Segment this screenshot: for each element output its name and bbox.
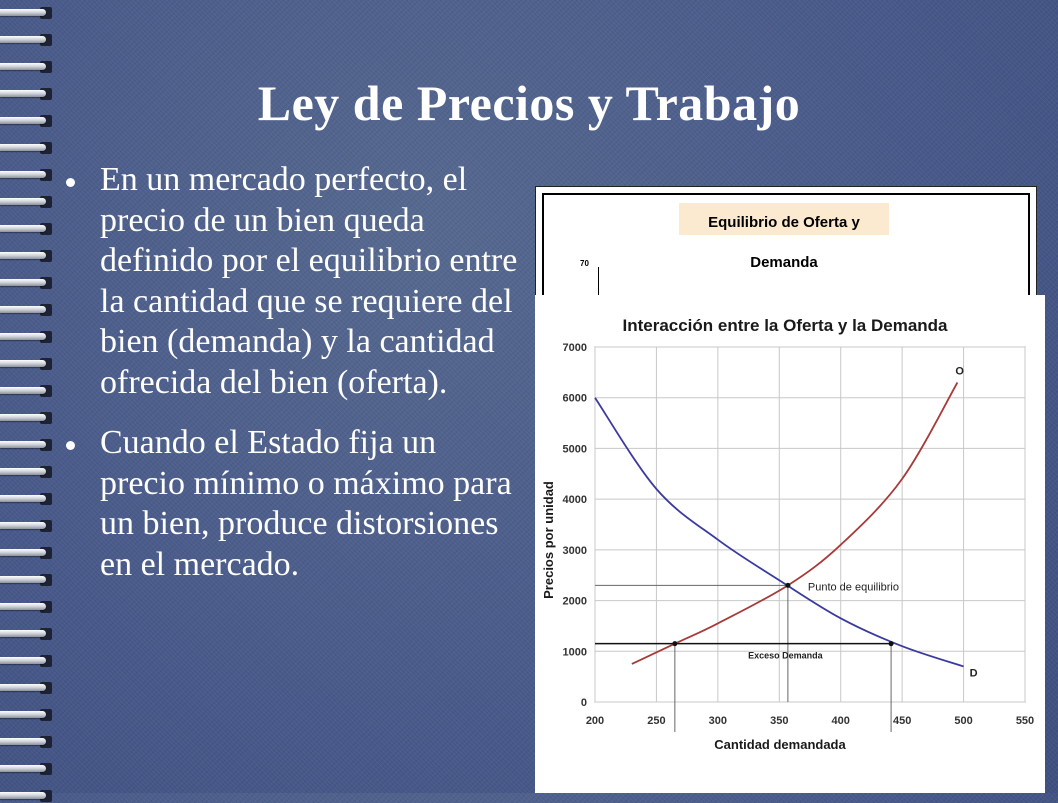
ring-wire <box>0 630 46 637</box>
y-tick-label: 4000 <box>562 494 587 507</box>
spiral-ring <box>0 762 54 776</box>
ring-wire <box>0 468 46 475</box>
chart-point <box>889 641 894 646</box>
ring-wire <box>0 603 46 610</box>
bullet-list <box>64 160 524 605</box>
x-tick-label: 200 <box>585 715 605 727</box>
spiral-ring <box>0 141 54 155</box>
spiral-ring <box>0 681 54 695</box>
bullet-item-2 <box>64 423 524 585</box>
spiral-ring <box>0 60 54 74</box>
supply-demand-chart <box>535 295 1045 793</box>
background-chart-axis <box>598 267 599 297</box>
spiral-ring <box>0 384 54 398</box>
series-label-D: D <box>969 667 978 680</box>
x-tick-label: 500 <box>954 715 973 727</box>
y-tick-label: 3000 <box>562 544 587 557</box>
ring-wire <box>0 279 46 286</box>
ring-wire <box>0 198 46 205</box>
spiral-ring <box>0 276 54 290</box>
spiral-ring <box>0 519 54 533</box>
x-tick-label: 250 <box>647 715 666 727</box>
bullet-item-1 <box>64 160 524 403</box>
bullet-text-1: En un mercado perfecto, el precio de un bien queda definido por el equilibrio entre la cantidad que se requiere del bien (demanda) y la cantidad ofrecida del bien (oferta). <box>100 161 518 401</box>
bullet-text-2: Cuando el Estado fija un precio mínimo o máximo para un bien, produce distorsiones en el mercado. <box>100 424 512 583</box>
x-tick-label: 300 <box>708 715 728 727</box>
bullet-dot-icon <box>66 441 75 450</box>
spiral-ring <box>0 330 54 344</box>
spiral-ring <box>0 465 54 479</box>
spiral-ring <box>0 303 54 317</box>
ring-wire <box>0 441 46 448</box>
spiral-ring <box>0 33 54 47</box>
chart-svg <box>535 295 1045 793</box>
y-tick-label: 2000 <box>562 595 587 608</box>
spiral-ring <box>0 789 54 803</box>
spiral-ring <box>0 357 54 371</box>
series-label-O: O <box>955 365 964 378</box>
annotation-shortage: Exceso Demanda <box>748 650 823 661</box>
spiral-ring <box>0 195 54 209</box>
spiral-ring <box>0 708 54 722</box>
ring-wire <box>0 9 46 16</box>
chart-point <box>672 641 677 646</box>
spiral-ring <box>0 168 54 182</box>
ring-wire <box>0 387 46 394</box>
chart-title: Interacción entre la Oferta y la Demanda <box>622 316 948 335</box>
ring-wire <box>0 225 46 232</box>
spiral-ring <box>0 6 54 20</box>
ring-wire <box>0 657 46 664</box>
background-chart-title: Equilibrio de Oferta y Demanda <box>679 203 889 235</box>
ring-wire <box>0 549 46 556</box>
x-tick-label: 550 <box>1015 715 1035 727</box>
y-tick-label: 6000 <box>562 392 587 405</box>
spiral-ring <box>0 627 54 641</box>
spiral-ring <box>0 249 54 263</box>
ring-wire <box>0 36 46 43</box>
spiral-ring <box>0 600 54 614</box>
ring-wire <box>0 63 46 70</box>
ring-wire <box>0 306 46 313</box>
ring-wire <box>0 360 46 367</box>
ring-wire <box>0 765 46 772</box>
ring-wire <box>0 414 46 421</box>
ring-wire <box>0 684 46 691</box>
ring-wire <box>0 171 46 178</box>
spiral-ring <box>0 573 54 587</box>
y-tick-label: 0 <box>580 697 587 709</box>
spiral-ring <box>0 222 54 236</box>
spiral-ring <box>0 735 54 749</box>
annotation-equilibrium: Punto de equilibrio <box>807 581 900 594</box>
ring-wire <box>0 576 46 583</box>
ring-wire <box>0 792 46 799</box>
x-tick-label: 400 <box>831 715 850 727</box>
plot-area <box>595 347 1025 702</box>
x-axis-label: Cantidad demandada <box>714 737 846 752</box>
x-tick-label: 350 <box>770 715 789 727</box>
ring-wire <box>0 144 46 151</box>
spiral-ring <box>0 411 54 425</box>
y-tick-label: 7000 <box>562 342 587 354</box>
y-tick-label: 1000 <box>562 646 587 659</box>
ring-wire <box>0 333 46 340</box>
ring-wire <box>0 738 46 745</box>
spiral-ring <box>0 654 54 668</box>
ring-wire <box>0 495 46 502</box>
slide-title: Ley de Precios y Trabajo <box>257 75 801 131</box>
y-axis-label: Precios por unidad <box>541 481 556 599</box>
spiral-ring <box>0 492 54 506</box>
spiral-ring <box>0 438 54 452</box>
background-chart-tick: 70 <box>580 259 589 268</box>
chart-point <box>785 583 790 588</box>
spiral-ring <box>0 546 54 560</box>
x-tick-label: 450 <box>892 715 912 727</box>
ring-wire <box>0 711 46 718</box>
y-tick-label: 5000 <box>562 443 587 456</box>
ring-wire <box>0 522 46 529</box>
bullet-dot-icon <box>66 178 75 187</box>
ring-wire <box>0 252 46 259</box>
